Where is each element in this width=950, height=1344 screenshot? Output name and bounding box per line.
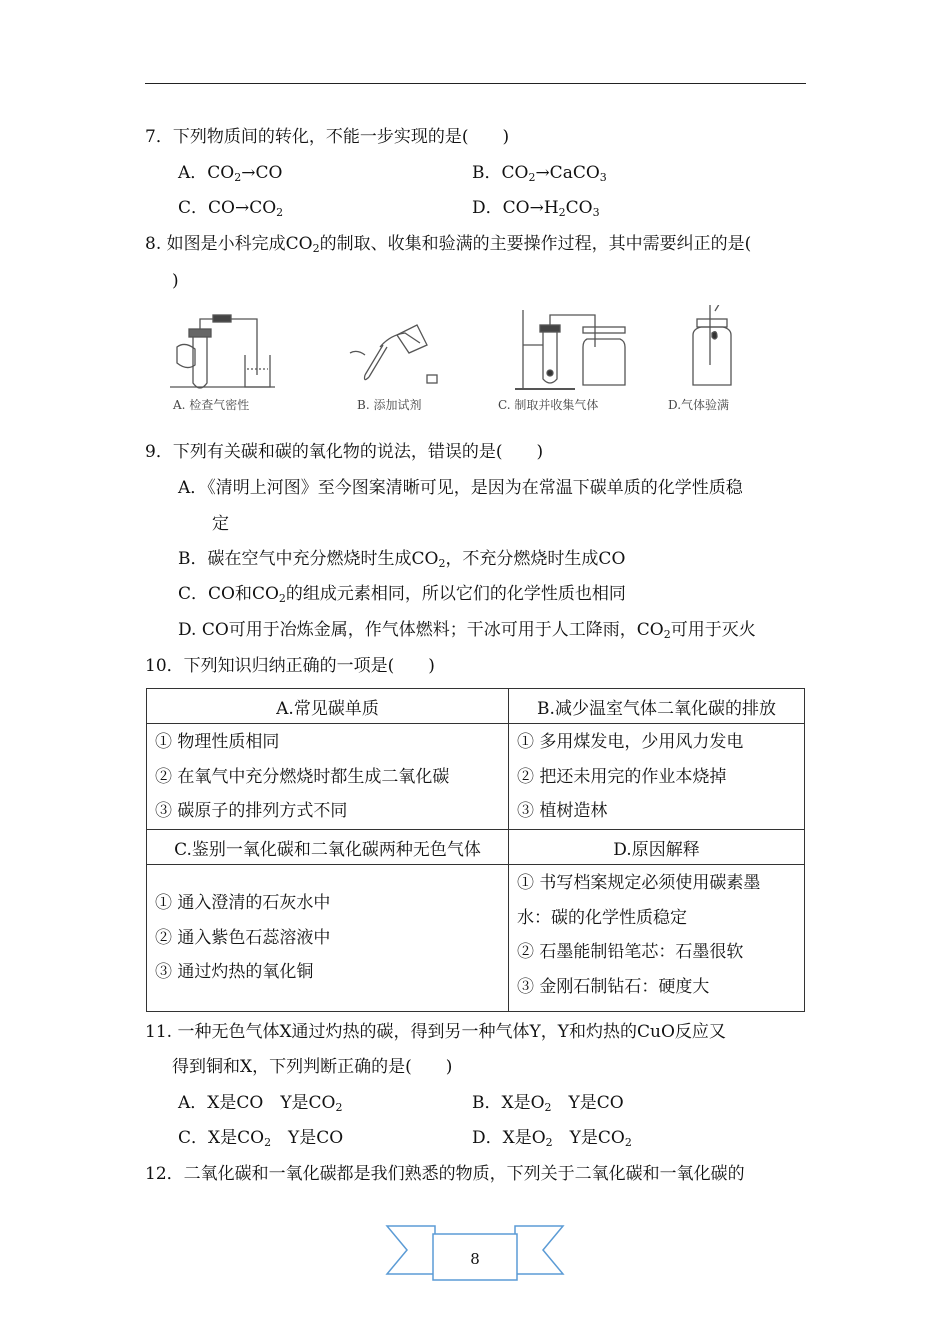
list-item: ③ 通过灼热的氧化铜 — [155, 962, 314, 983]
list-item: ② 石墨能制铅笔芯：石墨很软 — [517, 942, 744, 962]
page-number: 8 — [470, 1250, 480, 1268]
list-item: ② 把还未用完的作业本烧掉 — [517, 766, 727, 787]
list-item: ① 物理性质相同 — [155, 732, 280, 752]
q7-option-c: C．$CO\to CO_2$ — [178, 198, 284, 219]
q8-stem-cont: ) — [172, 271, 179, 291]
cell-c-title: C.鉴别一氧化碳和二氧化碳两种无色气体 — [147, 830, 509, 865]
q7-option-d: D．$CO\to H_2CO_3$ — [472, 198, 600, 219]
q10-knowledge-table — [146, 688, 805, 1012]
cell-a-title: A.常见碳单质 — [147, 689, 509, 724]
cell-b-items — [509, 724, 805, 830]
list-item: ① 通入澄清的石灰水中 — [155, 893, 331, 914]
cell-c-items — [147, 865, 509, 1012]
q7-stem: 7．下列物质间的转化，不能一步实现的是( ) — [145, 127, 510, 147]
q11-stem-cont: 得到铜和X，下列判断正确的是( ) — [172, 1057, 453, 1077]
list-item: ① 书写档案规定必须使用碳素墨 — [517, 873, 761, 893]
q11-stem: 11. 一种无色气体X通过灼热的碳，得到另一种气体Y，Y和灼热的CuO反应又 — [145, 1022, 726, 1042]
figure-caption-b: B. 添加试剂 — [357, 398, 422, 412]
list-item: ③ 金刚石制钻石：硬度大 — [517, 976, 710, 997]
list-item: ① 多用煤发电，少用风力发电 — [517, 732, 744, 752]
cell-b-title: B.减少温室气体二氧化碳的排放 — [509, 689, 805, 724]
cell-d-items — [509, 865, 805, 1012]
list-item: ② 通入紫色石蕊溶液中 — [155, 927, 331, 948]
q11-option-c: C．X是$CO_2$ Y是CO — [178, 1128, 344, 1149]
q9-option-b: B．碳在空气中充分燃烧时生成$CO_2$，不充分燃烧时生成CO — [178, 549, 626, 570]
list-item: ③ 碳原子的排列方式不同 — [155, 801, 348, 821]
q8-stem: 8. 如图是小科完成$CO_2$的制取、收集和验满的主要操作过程，其中需要纠正的是( — [145, 234, 752, 255]
q11-option-d: D．X是$O_2$ Y是$CO_2$ — [472, 1128, 632, 1149]
list-item: ② 在氧气中充分燃烧时都生成二氧化碳 — [155, 766, 450, 787]
figure-caption-d: D.气体验满 — [668, 398, 730, 412]
list-item: 水：碳的化学性质稳定 — [517, 907, 687, 928]
figure-caption-c: C. 制取并收集气体 — [498, 398, 599, 412]
q10-stem: 10．下列知识归纳正确的一项是( ) — [145, 656, 435, 676]
cell-a-items — [147, 724, 509, 830]
q12-stem: 12．二氧化碳和一氧化碳都是我们熟悉的物质，下列关于二氧化碳和一氧化碳的 — [145, 1164, 745, 1184]
q11-option-a: A．X是CO Y是$CO_2$ — [178, 1093, 343, 1114]
q9-stem: 9．下列有关碳和碳的氧化物的说法，错误的是( ) — [145, 442, 544, 462]
cell-d-title: D.原因解释 — [509, 830, 805, 865]
page-number-badge — [385, 1222, 565, 1282]
q9-option-c: C．CO和$CO_2$的组成元素相同，所以它们的化学性质也相同 — [178, 584, 626, 605]
figure-caption-a: A. 检查气密性 — [173, 398, 250, 412]
header-rule — [145, 83, 806, 84]
q8-figures — [165, 305, 785, 415]
q11-option-b: B．X是$O_2$ Y是CO — [472, 1093, 624, 1114]
q9-option-d: D. CO可用于冶炼金属，作气体燃料；干冰可用于人工降雨，$CO_2$可用于灭火 — [178, 620, 756, 641]
q7-option-b: B．$CO_2\to CaCO_3$ — [472, 163, 607, 184]
list-item: ③ 植树造林 — [517, 801, 608, 821]
q9-option-a: A．《清明上河图》至今图案清晰可见，是因为在常温下碳单质的化学性质稳 — [178, 478, 743, 498]
q7-option-a: A．$CO_2\to CO$ — [178, 163, 283, 184]
q9-option-a-cont: 定 — [212, 514, 229, 534]
